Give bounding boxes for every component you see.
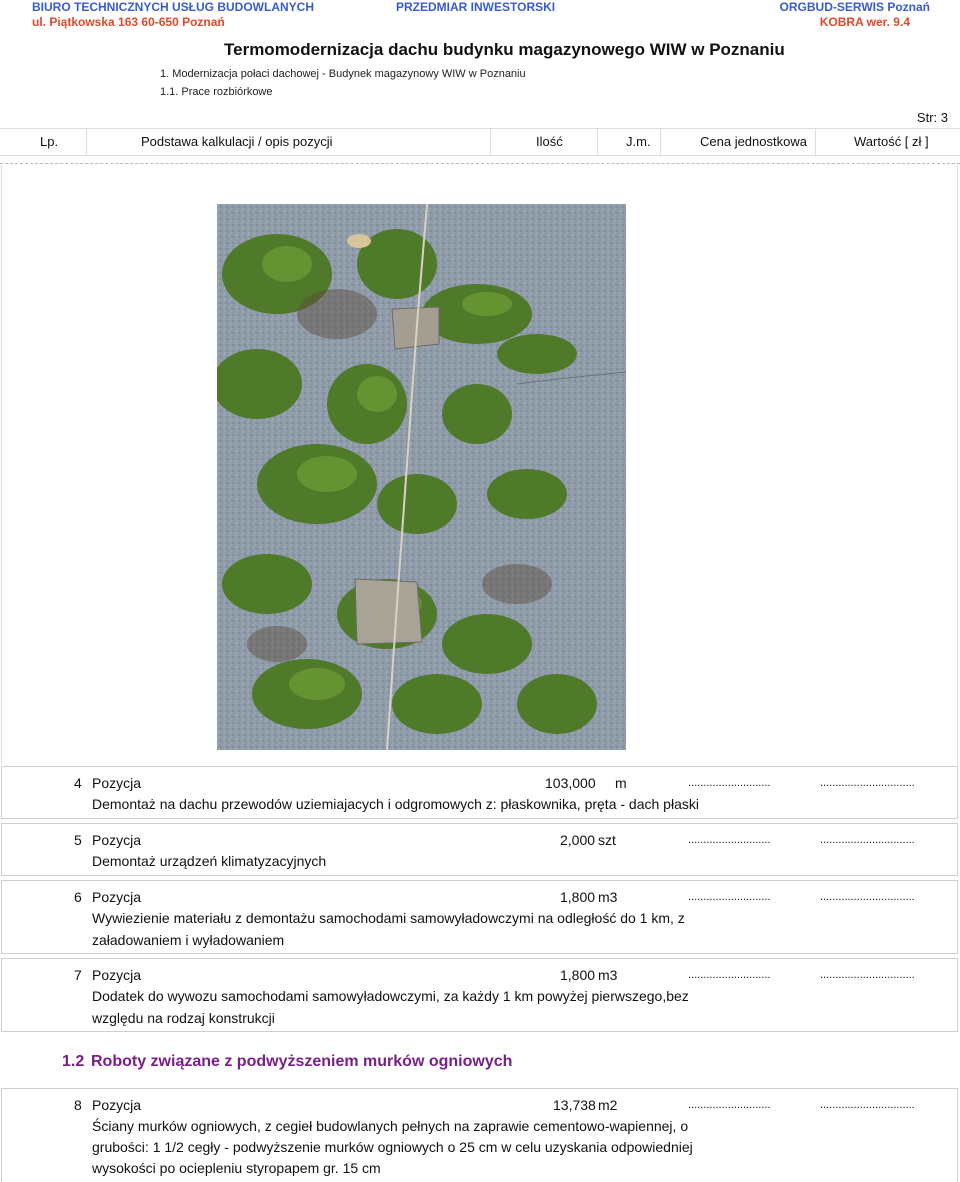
position-qty: 13,738 xyxy=(553,1097,596,1113)
col-lp: Lp. xyxy=(40,134,59,149)
col-divider xyxy=(86,129,87,155)
position-number: 4 xyxy=(74,775,82,791)
position-label: Pozycja xyxy=(92,967,142,983)
position-value: ............................... xyxy=(820,1099,915,1111)
position-row xyxy=(1,958,958,1032)
position-description: względu na rodzaj konstrukcji xyxy=(92,1010,275,1026)
position-unit-price: ........................... xyxy=(688,1099,771,1111)
page-number: Str: 3 xyxy=(916,110,948,125)
position-qty: 1,800 xyxy=(560,889,596,905)
software-vendor: ORGBUD-SERWIS Poznań xyxy=(779,0,930,14)
position-unit: szt xyxy=(598,832,616,848)
position-description: Demontaż na dachu przewodów uziemiajacych i odgromowych z: płaskownika, pręta - dach płaski xyxy=(92,796,699,812)
position-value: ............................... xyxy=(820,834,915,846)
position-qty: 1,800 xyxy=(560,967,596,983)
position-unit-price: ........................... xyxy=(688,891,771,903)
position-unit: m xyxy=(615,775,627,791)
col-divider xyxy=(815,129,816,155)
position-label: Pozycja xyxy=(92,832,142,848)
section-title: Roboty związane z podwyższeniem murków ogniowych xyxy=(91,1053,513,1070)
dashed-separator xyxy=(0,163,960,164)
col-divider xyxy=(490,129,491,155)
col-value: Wartość [ zł ] xyxy=(854,134,929,149)
position-description: załadowaniem i wyładowaniem xyxy=(92,932,285,948)
position-description: Demontaż urządzeń klimatyzacyjnych xyxy=(92,853,327,869)
position-row xyxy=(1,823,958,876)
position-label: Pozycja xyxy=(92,775,142,791)
position-unit-price: ........................... xyxy=(688,969,771,981)
position-number: 8 xyxy=(74,1097,82,1113)
position-unit-price: ........................... xyxy=(688,834,771,846)
position-value: ............................... xyxy=(820,891,915,903)
position-label: Pozycja xyxy=(92,1097,142,1113)
software-version: KOBRA wer. 9.4 xyxy=(819,15,910,29)
col-qty: Ilość xyxy=(536,134,563,149)
col-unit: J.m. xyxy=(626,134,651,149)
position-unit: m3 xyxy=(598,967,618,983)
position-description: grubości: 1 1/2 cegły - podwyższenie murków ogniowych o 25 cm w celu uzyskania odpowiedniej xyxy=(92,1139,693,1155)
column-header-row xyxy=(0,128,960,156)
position-number: 7 xyxy=(74,967,82,983)
position-number: 6 xyxy=(74,889,82,905)
position-unit-price: ........................... xyxy=(688,777,771,789)
roof-moss-photo xyxy=(217,204,626,750)
position-number: 5 xyxy=(74,832,82,848)
col-unit-price: Cena jednostkowa xyxy=(700,134,807,149)
position-description: wysokości po ociepleniu styropapem gr. 15 cm xyxy=(92,1160,381,1176)
position-row xyxy=(1,766,958,819)
col-divider xyxy=(660,129,661,155)
position-qty: 103,000 xyxy=(545,775,596,791)
col-basis: Podstawa kalkulacji / opis pozycji xyxy=(141,134,333,149)
position-value: ............................... xyxy=(820,969,915,981)
section-number: 1.2 xyxy=(62,1053,85,1070)
position-row xyxy=(1,1088,958,1182)
breadcrumb-chapter: 1. Modernizacja połaci dachowej - Budynek magazynowy WIW w Poznaniu xyxy=(160,68,526,80)
position-unit: m2 xyxy=(598,1097,618,1113)
company-name: BIURO TECHNICZNYCH USŁUG BUDOWLANYCH xyxy=(32,0,314,14)
breadcrumb-subchapter: 1.1. Prace rozbiórkowe xyxy=(160,86,273,98)
position-qty: 2,000 xyxy=(560,832,596,848)
position-description: Ściany murków ogniowych, z cegieł budowlanych pełnych na zaprawie cementowo-wapiennej, o xyxy=(92,1118,689,1134)
page-title: Termomodernizacja dachu budynku magazynowego WIW w Poznaniu xyxy=(224,40,785,59)
position-row xyxy=(1,880,958,954)
company-address: ul. Piątkowska 163 60-650 Poznań xyxy=(32,15,225,29)
position-value: ............................... xyxy=(820,777,915,789)
position-label: Pozycja xyxy=(92,889,142,905)
position-description: Wywiezienie materiału z demontażu samochodami samowyładowczymi na odległość do 1 km, z xyxy=(92,910,685,926)
position-unit: m3 xyxy=(598,889,618,905)
document-type: PRZEDMIAR INWESTORSKI xyxy=(396,0,556,14)
position-description: Dodatek do wywozu samochodami samowyładowczymi, za każdy 1 km powyżej pierwszego,bez xyxy=(92,988,689,1004)
col-divider xyxy=(597,129,598,155)
